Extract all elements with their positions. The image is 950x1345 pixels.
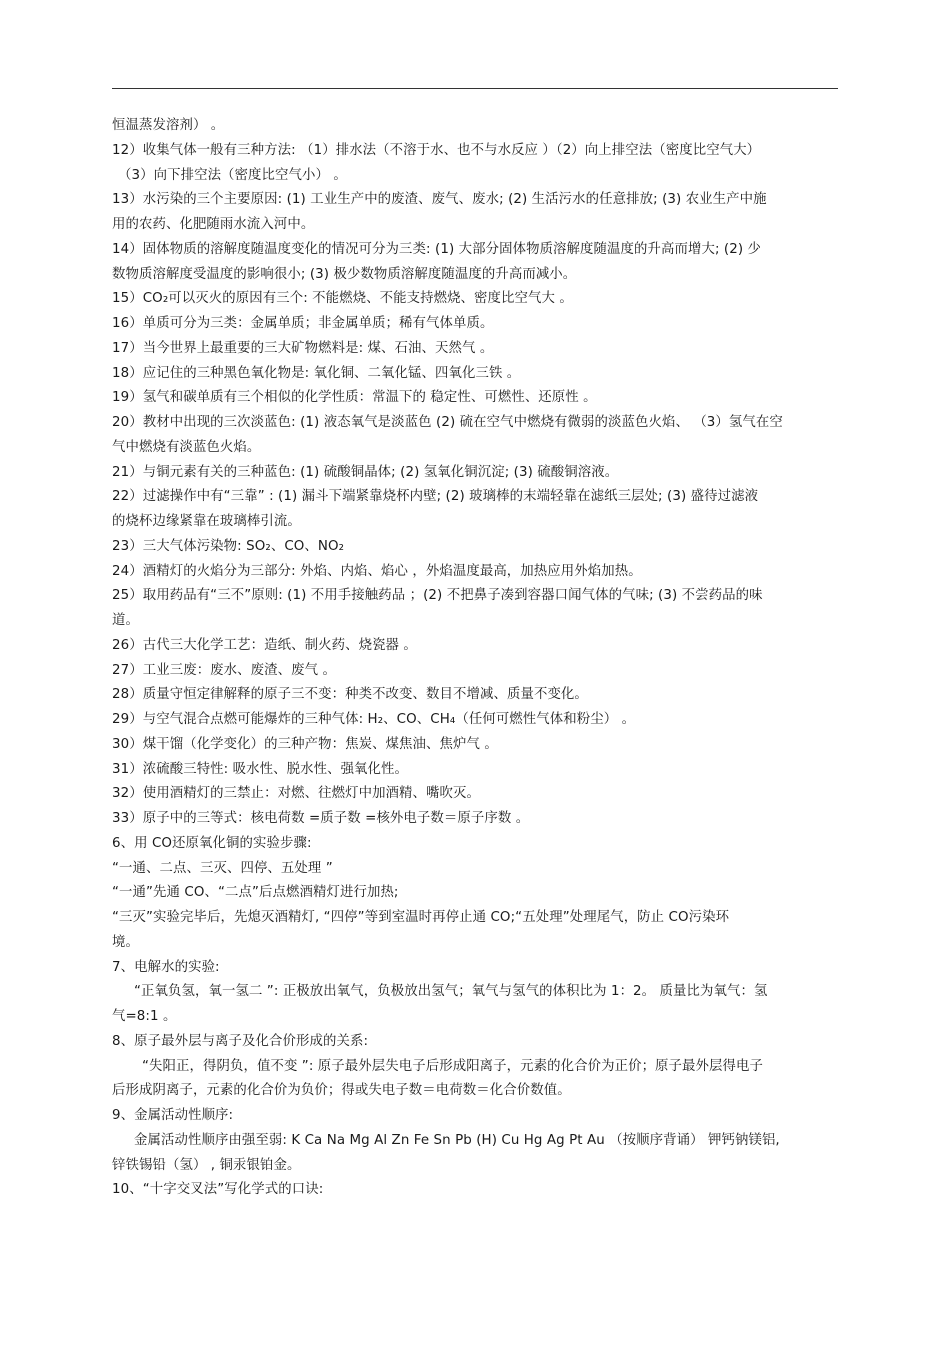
text-line: 数物质溶解度受温度的影响很小; (3) 极少数物质溶解度随温度的升高而减小。 xyxy=(112,266,577,282)
text-line: 17）当今世界上最重要的三大矿物燃料是: 煤、石油、天然气 。 xyxy=(112,340,494,356)
text-line: 21）与铜元素有关的三种蓝色: (1) 硫酸铜晶体; (2) 氢氧化铜沉淀; (3) 硫酸铜溶液。 xyxy=(112,464,619,480)
header-rule xyxy=(112,88,838,89)
text-line: 恒温蒸发溶剂） 。 xyxy=(112,118,225,133)
text-line: 19）氢气和碳单质有三个相似的化学性质：常温下的 稳定性、可燃性、还原性 。 xyxy=(112,390,597,406)
text-line: “正氧负氢，氧一氢二 ”: 正极放出氧气，负极放出氢气；氧气与氢气的体积比为 1：2。 质量比为氧气：氢 xyxy=(134,984,768,1000)
text-line: 32）使用酒精灯的三禁止：对燃、往燃灯中加酒精、嘴吹灭。 xyxy=(112,786,480,802)
text-line: 气=8:1 。 xyxy=(112,1009,177,1024)
text-line: “一通”先通 CO、“二点”后点燃酒精灯进行加热; xyxy=(112,885,399,901)
text-line: 气中燃烧有淡蓝色火焰。 xyxy=(112,439,261,455)
section-heading: 7、电解水的实验: xyxy=(112,959,220,975)
text-line: 锌铁锡铅（氢） , 铜汞银铂金。 xyxy=(112,1157,301,1173)
text-line: 22）过滤操作中有“三靠” : (1) 漏斗下端紧靠烧杯内壁; (2) 玻璃棒的末端轻靠在滤纸三层处; (3) 盛待过滤液 xyxy=(112,489,759,505)
section-heading: 8、原子最外层与离子及化合价形成的关系: xyxy=(112,1033,369,1049)
text-line: 金属活动性顺序由强至弱: K Ca Na Mg Al Zn Fe Sn Pb (H) Cu Hg Ag Pt Au （按顺序背诵） 钾钙钠镁铝, xyxy=(134,1132,780,1148)
text-line: 16）单质可分为三类：金属单质；非金属单质；稀有气体单质。 xyxy=(112,316,494,331)
section-heading: 10、“十字交叉法”写化学式的口诀: xyxy=(112,1182,324,1198)
text-line: 14）固体物质的溶解度随温度变化的情况可分为三类: (1) 大部分固体物质溶解度随温度的升高而增大; (2) 少 xyxy=(112,241,762,257)
text-line: 15）CO₂可以灭火的原因有三个: 不能燃烧、不能支持燃烧、密度比空气大 。 xyxy=(112,291,573,307)
text-line: 的烧杯边缘紧靠在玻璃棒引流。 xyxy=(112,514,301,529)
text-line: 30）煤干馏（化学变化）的三种产物：焦炭、煤焦油、焦炉气 。 xyxy=(112,736,498,752)
text-line: “一通、二点、三灭、四停、五处理 ” xyxy=(112,860,333,876)
text-line: 20）教材中出现的三次淡蓝色: (1) 液态氧气是淡蓝色 (2) 硫在空气中燃烧有微弱的淡蓝色火焰、 （3）氢气在空 xyxy=(112,415,783,430)
text-line: 境。 xyxy=(112,934,139,950)
text-line: 27）工业三废：废水、废渣、废气 。 xyxy=(112,662,336,678)
text-line: 道。 xyxy=(112,613,139,628)
text-line: 25）取用药品有“三不”原则: (1) 不用手接触药品 ；(2) 不把鼻子凑到容器口闻气体的气味; (3) 不尝药品的味 xyxy=(112,588,763,604)
text-line: 后形成阴离子，元素的化合价为负价；得或失电子数＝电荷数＝化合价数值。 xyxy=(112,1083,571,1099)
text-line: （3）向下排空法（密度比空气小） 。 xyxy=(118,167,347,183)
text-line: 18）应记住的三种黑色氧化物是: 氧化铜、二氧化锰、四氧化三铁 。 xyxy=(112,365,521,381)
text-line: 23）三大气体污染物: SO₂、CO、NO₂ xyxy=(112,538,345,554)
section-heading: 9、金属活动性顺序: xyxy=(112,1108,234,1123)
text-line: 13）水污染的三个主要原因: (1) 工业生产中的废渣、废气、废水; (2) 生活污水的任意排放; (3) 农业生产中施 xyxy=(112,192,767,208)
text-line: 33）原子中的三等式：核电荷数 =质子数 =核外电子数＝原子序数 。 xyxy=(112,811,530,826)
text-line: “三灭”实验完毕后，先熄灭酒精灯, “四停”等到室温时再停止通 CO;“五处理”处理尾气，防止 CO污染环 xyxy=(112,910,730,925)
text-line: 26）古代三大化学工艺：造纸、制火药、烧瓷器 。 xyxy=(112,637,417,653)
text-line: 24）酒精灯的火焰分为三部分: 外焰、内焰、焰心 ，外焰温度最高，加热应用外焰加热。 xyxy=(112,563,642,579)
text-line: 12）收集气体一般有三种方法: （1）排水法（不溶于水、也不与水反应 ）（2）向上排空法（密度比空气大） xyxy=(112,142,761,158)
text-line: 28）质量守恒定律解释的原子三不变：种类不改变、数目不增减、质量不变化。 xyxy=(112,687,588,703)
document-body xyxy=(112,114,918,1203)
text-line: 29）与空气混合点燃可能爆炸的三种气体: H₂、CO、CH₄（任何可燃性气体和粉尘） 。 xyxy=(112,712,636,727)
text-line: “失阳正，得阴负，值不变 ”: 原子最外层失电子后形成阳离子，元素的化合价为正价；原子最外层得电子 xyxy=(142,1058,763,1074)
text-line: 31）浓硫酸三特性: 吸水性、脱水性、强氧化性。 xyxy=(112,761,409,777)
text-line: 用的农药、化肥随雨水流入河中。 xyxy=(112,217,315,232)
section-heading: 6、用 CO还原氧化铜的实验步骤: xyxy=(112,835,312,851)
